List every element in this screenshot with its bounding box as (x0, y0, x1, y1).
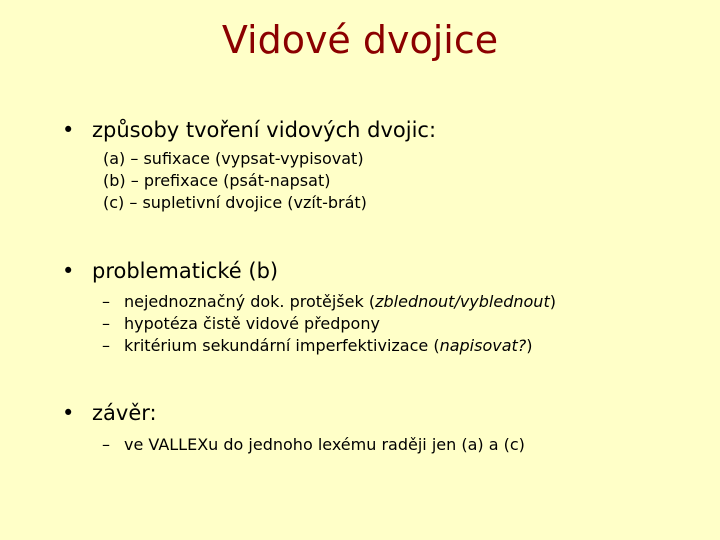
dash-marker: – (102, 314, 110, 333)
dash-marker: – (102, 292, 110, 311)
bullet-dot: • (62, 259, 75, 283)
item-text-end: ) (526, 336, 533, 355)
slide-title: Vidové dvojice (221, 18, 499, 62)
bullet-dot: • (62, 401, 75, 425)
list-item (102, 313, 556, 335)
bullet-heading: problematické (b) (92, 259, 279, 283)
dash-marker: – (102, 435, 110, 454)
item-italic: napisovat? (439, 336, 527, 355)
bullet-methods (62, 118, 436, 143)
bullet-problematic (62, 259, 278, 284)
item-italic: zblednout/vyblednout (375, 292, 550, 311)
list-item: (b) – prefixace (psát-napsat) (103, 171, 331, 190)
conclusion-list (102, 434, 525, 456)
item-text: ve VALLEXu do jednoho lexému raději jen (a) a (c) (124, 435, 525, 454)
item-text-end: ) (549, 292, 556, 311)
list-item: (c) – supletivní dvojice (vzít-brát) (103, 193, 367, 212)
item-text: kritérium sekundární imperfektivizace ( (124, 336, 440, 355)
dash-marker: – (102, 336, 110, 355)
bullet-conclusion (62, 401, 157, 426)
list-item (102, 434, 525, 456)
item-text: nejednoznačný dok. protějšek ( (124, 292, 376, 311)
bullet-heading: závěr: (92, 401, 157, 425)
item-text: hypotéza čistě vidové předpony (124, 314, 380, 333)
bullet-heading: způsoby tvoření vidových dvojic: (92, 118, 437, 142)
bullet-dot: • (62, 118, 75, 142)
methods-list (103, 148, 367, 214)
list-item (102, 335, 556, 357)
list-item (102, 291, 556, 313)
problematic-list (102, 291, 556, 357)
list-item: (a) – sufixace (vypsat-vypisovat) (103, 149, 364, 168)
